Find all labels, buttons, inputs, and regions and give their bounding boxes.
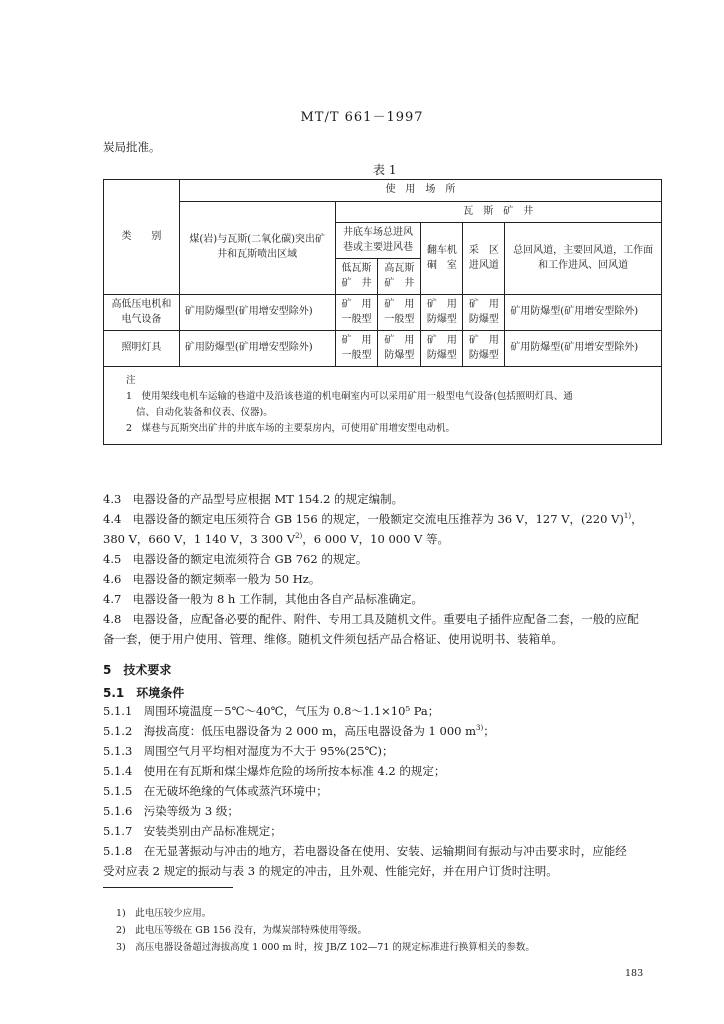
footnote-2: 2) 此电压等级在 GB 156 没有，为煤炭部特殊使用等级。	[116, 925, 368, 936]
col-category: 类 别	[104, 180, 180, 295]
col-rollover: 翻车机硐 室	[421, 223, 463, 295]
clause-4-8: 4.8 电器设备，应配备必要的配件、附件、专用工具及随机文件。重要电子插件应配备二套，一般的应配	[103, 612, 639, 626]
table-cell: 矿用防爆型(矿用增安型除外)	[505, 331, 662, 367]
table-1	[103, 179, 662, 445]
clause-4-8-cont: 备一套，便于用户使用、管理、维修。随机文件须包括产品合格证、使用说明书、装箱单。	[103, 632, 563, 646]
clause-5-1-2: 5.1.2 海拔高度：低压电器设备为 2 000 m，高压电器设备为 1 000 $m^{3)}$；	[103, 724, 495, 738]
table-cell: 矿 用防爆型	[421, 331, 463, 367]
clause-5-1-8: 5.1.8 在无显著振动与冲击的地方，若电器设备在使用、安装、运输期间有振动与冲击要求时，应能经	[103, 844, 627, 858]
col-usage: 使 用 场 所	[179, 180, 661, 202]
footnote-rule	[103, 887, 233, 888]
table-cell: 矿 用一般型	[335, 331, 378, 367]
clause-5-1-5: 5.1.5 在无破坏绝缘的气体或蒸汽环境中；	[103, 784, 328, 798]
notes-label: 注	[126, 375, 136, 386]
section-5-title: 5 技术要求	[103, 663, 172, 677]
table-title: 表 1	[373, 163, 397, 177]
clause-5-1-7: 5.1.7 安装类别由产品标准规定；	[103, 824, 282, 838]
col-gas-mine: 瓦 斯 矿 井	[335, 201, 662, 223]
row-category: 高低压电机和电气设备	[104, 295, 180, 331]
clause-4-5: 4.5 电器设备的额定电流须符合 GB 762 的规定。	[103, 552, 368, 566]
col-coal-outburst: 煤(岩)与瓦斯(二氧化碳)突出矿井和瓦斯喷出区域	[179, 201, 335, 295]
table-cell: 矿 用防爆型	[463, 331, 505, 367]
col-mining-intake: 采 区进风道	[463, 223, 505, 295]
table-row	[104, 295, 662, 331]
col-shaft-bottom: 井底车场总进风巷或主要进风巷	[335, 223, 421, 259]
clause-5-1-8-cont: 受对应表 2 规定的振动与表 3 的规定的冲击，且外观、性能完好，并在用户订货时注明。	[103, 864, 558, 878]
row-category: 照明灯具	[104, 331, 180, 367]
clause-5-1-3: 5.1.3 周围空气月平均相对湿度为不大于 95%(25℃)；	[103, 744, 394, 758]
table-cell: 矿用防爆型(矿用增安型除外)	[505, 295, 662, 331]
footnote-3: 3) 高压电器设备超过海拔高度 1 000 m 时，按 JB/Z 102—71 的规定标准进行换算相关的参数。	[116, 942, 535, 953]
top-line: 炭局批准。	[103, 140, 161, 154]
clause-4-6: 4.6 电器设备的额定频率一般为 50 Hz。	[103, 572, 321, 586]
table-cell: 矿 用防爆型	[463, 295, 505, 331]
table-cell: 矿用防爆型(矿用增安型除外)	[179, 331, 335, 367]
section-5-1-title: 5.1 环境条件	[103, 686, 185, 700]
clause-4-4-cont: 380 V，660 V，1 140 V，3 300 $V^{2)}$，6 000 V，10 000 V 等。	[103, 532, 450, 546]
clause-5-1-4: 5.1.4 使用在有瓦斯和煤尘爆炸危险的场所按本标准 4.2 的规定；	[103, 764, 446, 778]
clause-5-1-6: 5.1.6 污染等级为 3 级；	[103, 804, 239, 818]
table-row	[104, 331, 662, 367]
col-return: 总回风道，主要回风道，工作面和工作进风、回风道	[505, 223, 662, 295]
footnote-1: 1) 此电压较少应用。	[116, 908, 212, 919]
note-1-cont: 信、自动化装备和仪表、仪器)。	[136, 407, 273, 419]
note-1: 1 使用架线电机车运输的巷道中及沿该巷道的机电硐室内可以采用矿用一般型电气设备(包括照明灯具、通	[126, 391, 573, 403]
clause-4-4: 4.4 电器设备的额定电压须符合 GB 156 的规定，一般额定交流电压推荐为 36 V，127 V，(220 V)$^{1)}$，	[103, 512, 643, 526]
table-cell: 矿用防爆型(矿用增安型除外)	[179, 295, 335, 331]
table-notes	[104, 367, 662, 445]
col-low-gas: 低瓦斯矿 井	[335, 259, 378, 295]
table-cell: 矿 用一般型	[335, 295, 378, 331]
clause-4-3: 4.3 电器设备的产品型号应根据 MT 154.2 的规定编制。	[103, 492, 404, 506]
page-number: 183	[625, 968, 644, 979]
table-cell: 矿 用防爆型	[421, 295, 463, 331]
page-header: MT/T 661－1997	[300, 110, 424, 125]
clause-5-1-1: 5.1.1 周围环境温度－5℃～40℃，气压为 0.8～1.1×10⁵ Pa；	[103, 704, 440, 718]
table-cell: 矿 用一般型	[378, 295, 421, 331]
table-cell: 矿 用防爆型	[378, 331, 421, 367]
note-2: 2 煤巷与瓦斯突出矿井的井底车场的主要泵房内，可使用矿用增安型电动机。	[126, 423, 456, 435]
clause-4-7: 4.7 电器设备一般为 8 h 工作制，其他由各自产品标准确定。	[103, 592, 423, 606]
col-high-gas: 高瓦斯矿 井	[378, 259, 421, 295]
